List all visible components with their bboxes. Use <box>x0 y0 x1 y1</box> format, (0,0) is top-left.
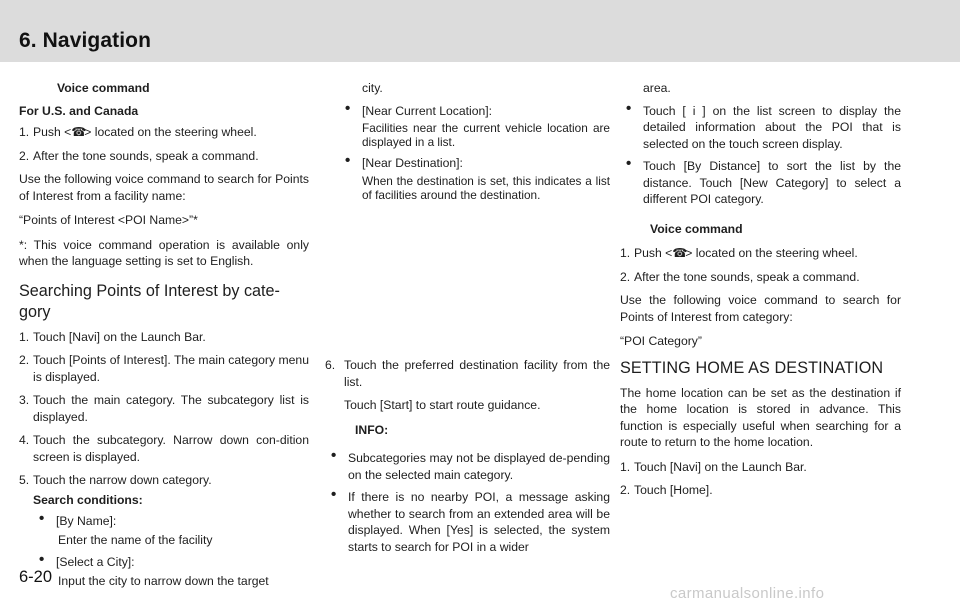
start-guidance-text: Touch [Start] to start route guidance. <box>344 398 541 412</box>
continued-text: city. <box>362 81 383 95</box>
step-number: 1. <box>19 125 30 139</box>
voice-command-heading: Voice command <box>57 81 150 95</box>
home-description: The home location can be set as the destination if the home location is stored in advance. This function is especially useful when searching for a route to return to the home location. <box>620 385 901 449</box>
poi-category-instructions: Use the following voice command to search for Points of Interest from category: <box>620 293 901 324</box>
condition-by-name: • [By Name]: Enter the name of the facility <box>39 510 213 547</box>
category-step-5: 5. Touch the narrow down category. <box>19 473 212 487</box>
region-heading: For U.S. and Canada <box>19 103 139 118</box>
bullet-icon: • <box>331 447 337 464</box>
bullet-icon: • <box>626 99 632 117</box>
search-conditions-label: Search conditions: <box>33 492 143 507</box>
poi-name-instructions: Use the following voice command to search for Points of Interest from a facility name: <box>19 172 309 203</box>
bullet-icon: • <box>345 152 351 169</box>
condition-near-current: • [Near Current Location]: Facilities near the current vehicle location are displayed in a list. <box>345 99 610 149</box>
category-step-4: 4. Touch the subcategory. Narrow down con-dition screen is displayed. <box>19 433 309 464</box>
watermark: carmanualsonline.info <box>670 585 825 602</box>
condition-select-city: • [Select a City]: Input the city to narrow down the target <box>39 551 269 588</box>
category-step-3: 3. Touch the main category. The subcategory list is displayed. <box>19 393 309 424</box>
info-bullet-1: • Subcategories may not be displayed de-pending on the selected main category. <box>331 447 610 482</box>
step-number: 2. <box>19 148 30 163</box>
category-step-6: 6. Touch the preferred destination facility from the list. <box>325 358 610 389</box>
continued-text: area. <box>643 81 671 95</box>
info-bullet-2: • If there is no nearby POI, a message asking whether to search from an extended area will be displayed. When [Yes] is selected, the system starts to search for POI in a wider <box>331 486 610 554</box>
column-3 <box>620 80 901 506</box>
step-6-block <box>325 357 610 561</box>
page-header <box>0 0 960 62</box>
category-step-1: 1. Touch [Navi] on the Launch Bar. <box>19 329 206 344</box>
bullet-icon: • <box>39 551 45 568</box>
poi-category-command: “POI Category” <box>620 334 702 348</box>
section-heading-home: SETTING HOME AS DESTINATION <box>620 358 884 377</box>
bullet-icon: • <box>345 99 351 117</box>
voice-step-2b: 2. After the tone sounds, speak a command. <box>620 269 860 284</box>
bullet-icon: • <box>331 486 337 503</box>
voice-step-1: 1. Push <☎> located on the steering wheel. <box>19 125 257 139</box>
home-step-2: 2. Touch [Home]. <box>620 483 713 497</box>
voice-step-1b: 1. Push <☎> located on the steering wheel. <box>620 246 858 260</box>
bullet-icon: • <box>39 510 45 527</box>
phone-icon: ☎ <box>71 125 87 139</box>
language-note: *: This voice command operation is available only when the language setting is set to English. <box>19 237 309 268</box>
home-step-1: 1. Touch [Navi] on the Launch Bar. <box>620 459 807 474</box>
chapter-title: 6. Navigation <box>19 29 151 52</box>
phone-icon: ☎ <box>672 246 688 260</box>
voice-step-2: 2. After the tone sounds, speak a command. <box>19 148 259 163</box>
category-step-2: 2. Touch [Points of Interest]. The main category menu is displayed. <box>19 353 309 384</box>
info-bullet-4: • Touch [By Distance] to sort the list by the distance. Touch [New Category] to select a different POI category. <box>626 155 901 206</box>
section-heading-category: Searching Points of Interest by cate-gory <box>19 281 280 321</box>
info-bullet-3: • Touch [ i ] on the list screen to display the detailed information about the POI that is selected on the touch screen display. <box>626 99 901 151</box>
column-1 <box>19 80 309 595</box>
voice-command-heading-2: Voice command <box>650 221 743 236</box>
info-heading: INFO: <box>355 422 389 437</box>
column-2 <box>325 80 610 554</box>
poi-name-command: “Points of Interest <POI Name>”* <box>19 213 198 227</box>
page-number: 6-20 <box>19 568 53 586</box>
condition-near-destination: • [Near Destination]: When the destination is set, this indicates a list of facilities around the destination. <box>345 152 610 202</box>
bullet-icon: • <box>626 155 632 172</box>
